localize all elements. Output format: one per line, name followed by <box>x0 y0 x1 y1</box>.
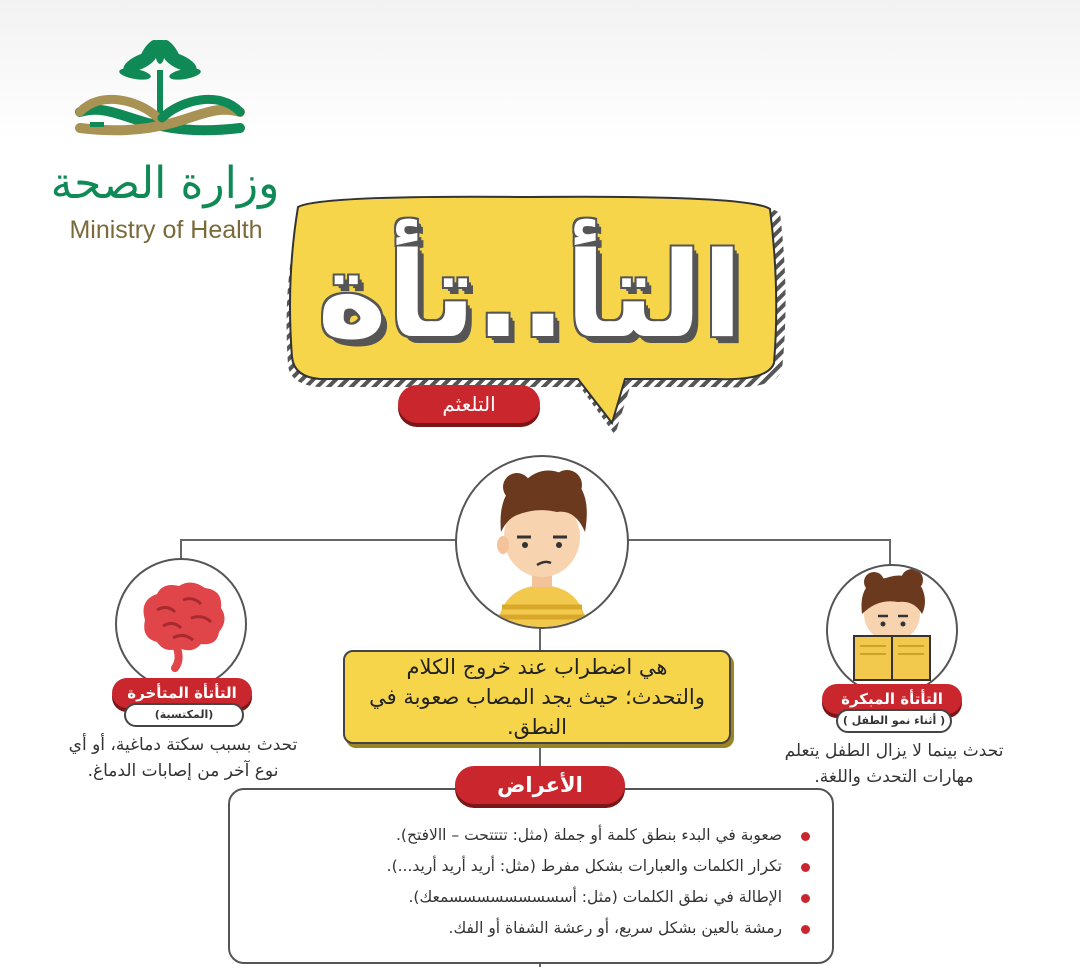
list-item <box>258 913 788 944</box>
bullet-icon <box>801 832 810 841</box>
late-stutter-label: التأتأة المتأخرة <box>112 678 252 708</box>
symptom-text: تكرار الكلمات والعبارات بشكل مفرط (مثل: أريد أريد أريد...). <box>386 857 782 875</box>
late-stutter-illustration <box>115 558 247 690</box>
late-stutter-description: تحدث بسبب سكتة دماغية، أو أي نوع آخر من إصابات الدماغ. <box>68 735 298 781</box>
connector-line <box>180 539 457 541</box>
early-stutter-illustration <box>826 564 958 696</box>
list-item <box>258 882 788 913</box>
bullet-icon <box>801 894 810 903</box>
list-item <box>258 851 788 882</box>
connector-line <box>623 539 891 541</box>
logo-english-name: Ministry of Health <box>69 216 263 244</box>
late-stutter-sub: (المكتسبة) <box>124 703 244 727</box>
bullet-icon <box>801 925 810 934</box>
symptom-text: الإطالة في نطق الكلمات (مثل: أسسسسسسسسسمعك). <box>408 888 782 906</box>
center-illustration <box>455 455 629 629</box>
early-stutter-description: تحدث بينما لا يزال الطفل يتعلم مهارات التحدث واللغة. <box>784 741 1004 787</box>
definition-box <box>343 650 731 744</box>
main-title: التأ..تأة <box>317 226 743 364</box>
boy-face-icon <box>457 457 627 627</box>
connector-line <box>539 740 541 768</box>
list-item <box>258 820 788 851</box>
bullet-icon <box>801 863 810 872</box>
early-stutter-label: التأتأة المبكرة <box>822 684 962 714</box>
brain-icon <box>117 560 245 688</box>
connector-line <box>889 539 891 566</box>
symptom-text: رمشة بالعين بشكل سريع، أو رعشة الشفاة أو الفك. <box>448 919 782 937</box>
symptom-text: صعوبة في البدء بنطق كلمة أو جملة (مثل: تتتتحت – االافتح). <box>395 826 782 844</box>
palm-swords-emblem-icon <box>40 40 290 158</box>
ministry-logo <box>40 40 290 250</box>
boy-reading-icon <box>828 566 956 694</box>
logo-arabic-name: وزارة الصحة <box>50 158 280 209</box>
subtitle-badge: التلعثم <box>398 385 540 423</box>
definition-text: هي اضطراب عند خروج الكلام والتحدث؛ حيث يجد المصاب صعوبة في النطق. <box>369 655 705 739</box>
connector-line <box>539 625 541 652</box>
early-stutter-sub: ( أثناء نمو الطفل ) <box>836 709 952 733</box>
symptoms-list <box>258 820 788 944</box>
symptoms-heading: الأعراض <box>455 766 625 804</box>
